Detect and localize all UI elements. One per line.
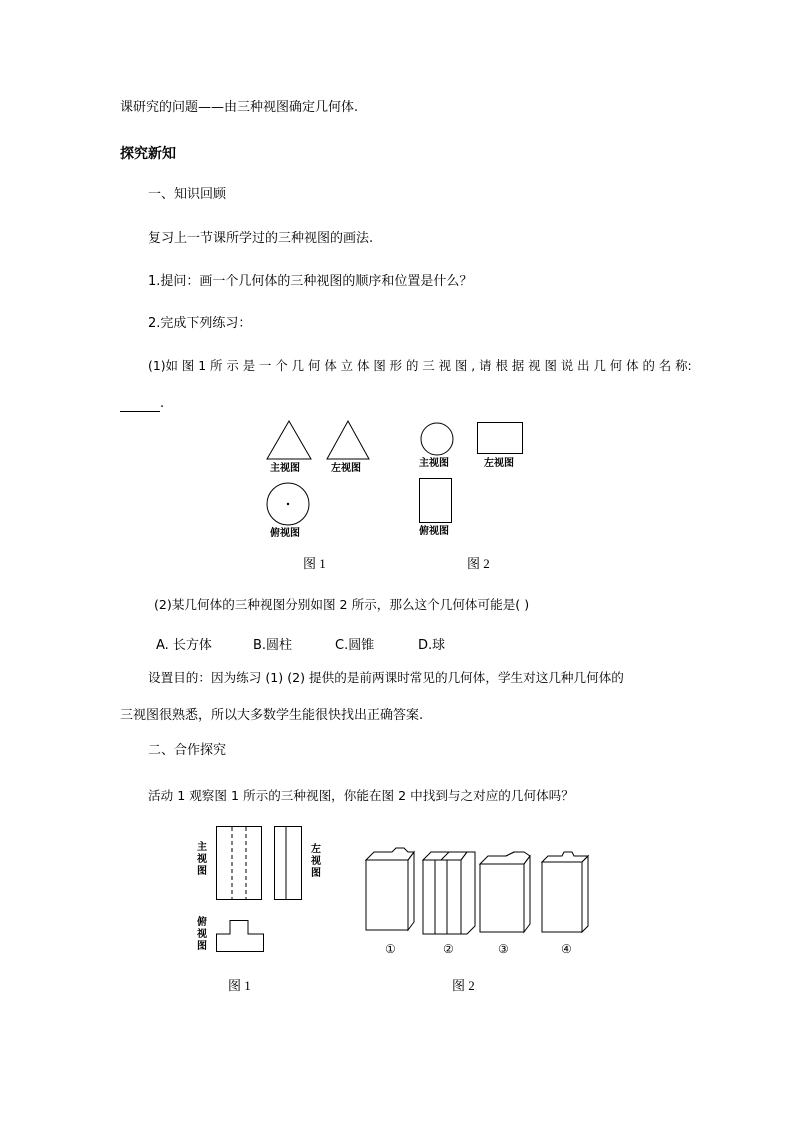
blank-period: . bbox=[160, 396, 165, 411]
solid-1 bbox=[364, 848, 416, 932]
option-b: B.圆柱 bbox=[253, 638, 293, 653]
fig2-front-circle bbox=[419, 421, 455, 457]
fig3-top-label: 俯视图 bbox=[197, 917, 207, 952]
fig3-caption: 图 1 bbox=[228, 978, 251, 993]
solid-2-label: ② bbox=[443, 942, 454, 956]
part1-title: 一、知识回顾 bbox=[148, 187, 227, 202]
purpose-line-2: 三视图很熟悉，所以大多数学生能很快找出正确答案. bbox=[120, 708, 424, 723]
exercise-2: (2)某几何体的三种视图分别如图 2 所示，那么这个几何体可能是( ) bbox=[154, 597, 530, 612]
fig1-caption: 图 1 bbox=[303, 556, 326, 571]
exercise-1: (1)如 图 1 所 示 是 一 个 几 何 体 立 体 图 形 的 三 视 图 , 请 根 据 视 图 说 出 几 何 体 的 名 称: bbox=[148, 358, 692, 373]
answer-blank bbox=[120, 396, 164, 412]
fig1-left-label: 左视图 bbox=[331, 463, 361, 474]
option-a: A. 长方体 bbox=[156, 638, 212, 653]
fig1-left-triangle bbox=[326, 420, 370, 460]
fig3-top-view bbox=[216, 920, 264, 952]
solid-1-label: ① bbox=[385, 942, 396, 956]
option-d: D.球 bbox=[418, 638, 446, 653]
fig3-front-view bbox=[216, 826, 262, 900]
question-2: 2.完成下列练习： bbox=[148, 316, 252, 331]
fig2-top-rect bbox=[419, 478, 453, 524]
fig2-caption: 图 2 bbox=[467, 556, 490, 571]
solid-3 bbox=[478, 852, 534, 936]
fig2-left-label: 左视图 bbox=[484, 458, 514, 469]
review-line: 复习上一节课所学过的三种视图的画法. bbox=[148, 231, 374, 246]
intro-line: 课研究的问题——由三种视图确定几何体. bbox=[120, 100, 359, 115]
activity-1: 活动 1 观察图 1 所示的三种视图，你能在图 2 中找到与之对应的几何体吗？ bbox=[148, 788, 574, 803]
fig1-front-triangle bbox=[266, 420, 312, 460]
fig3-left-view bbox=[274, 826, 302, 900]
solid-2 bbox=[421, 850, 477, 936]
fig3-front-label: 主视图 bbox=[197, 842, 207, 877]
solid-3-label: ③ bbox=[498, 942, 509, 956]
question-1: 1.提问：画一个几何体的三种视图的顺序和位置是什么？ bbox=[148, 274, 473, 289]
blank-line bbox=[120, 399, 160, 412]
solid-4-label: ④ bbox=[561, 942, 572, 956]
purpose-line-1: 设置目的：因为练习 (1) (2) 提供的是前两课时常见的几何体，学生对这几种几何体的 bbox=[148, 670, 624, 685]
part2-title: 二、合作探究 bbox=[148, 743, 227, 758]
solid-4 bbox=[540, 852, 592, 936]
fig2-left-rect bbox=[477, 422, 523, 454]
fig4-caption: 图 2 bbox=[452, 978, 475, 993]
option-c: C.圆锥 bbox=[335, 638, 375, 653]
section-title: 探究新知 bbox=[120, 146, 176, 162]
fig2-front-label: 主视图 bbox=[419, 458, 449, 469]
fig1-front-label: 主视图 bbox=[270, 463, 300, 474]
fig2-top-label: 俯视图 bbox=[419, 526, 449, 537]
fig1-top-circle bbox=[265, 481, 311, 527]
fig3-left-label: 左视图 bbox=[311, 844, 321, 879]
fig1-top-label: 俯视图 bbox=[270, 528, 300, 539]
